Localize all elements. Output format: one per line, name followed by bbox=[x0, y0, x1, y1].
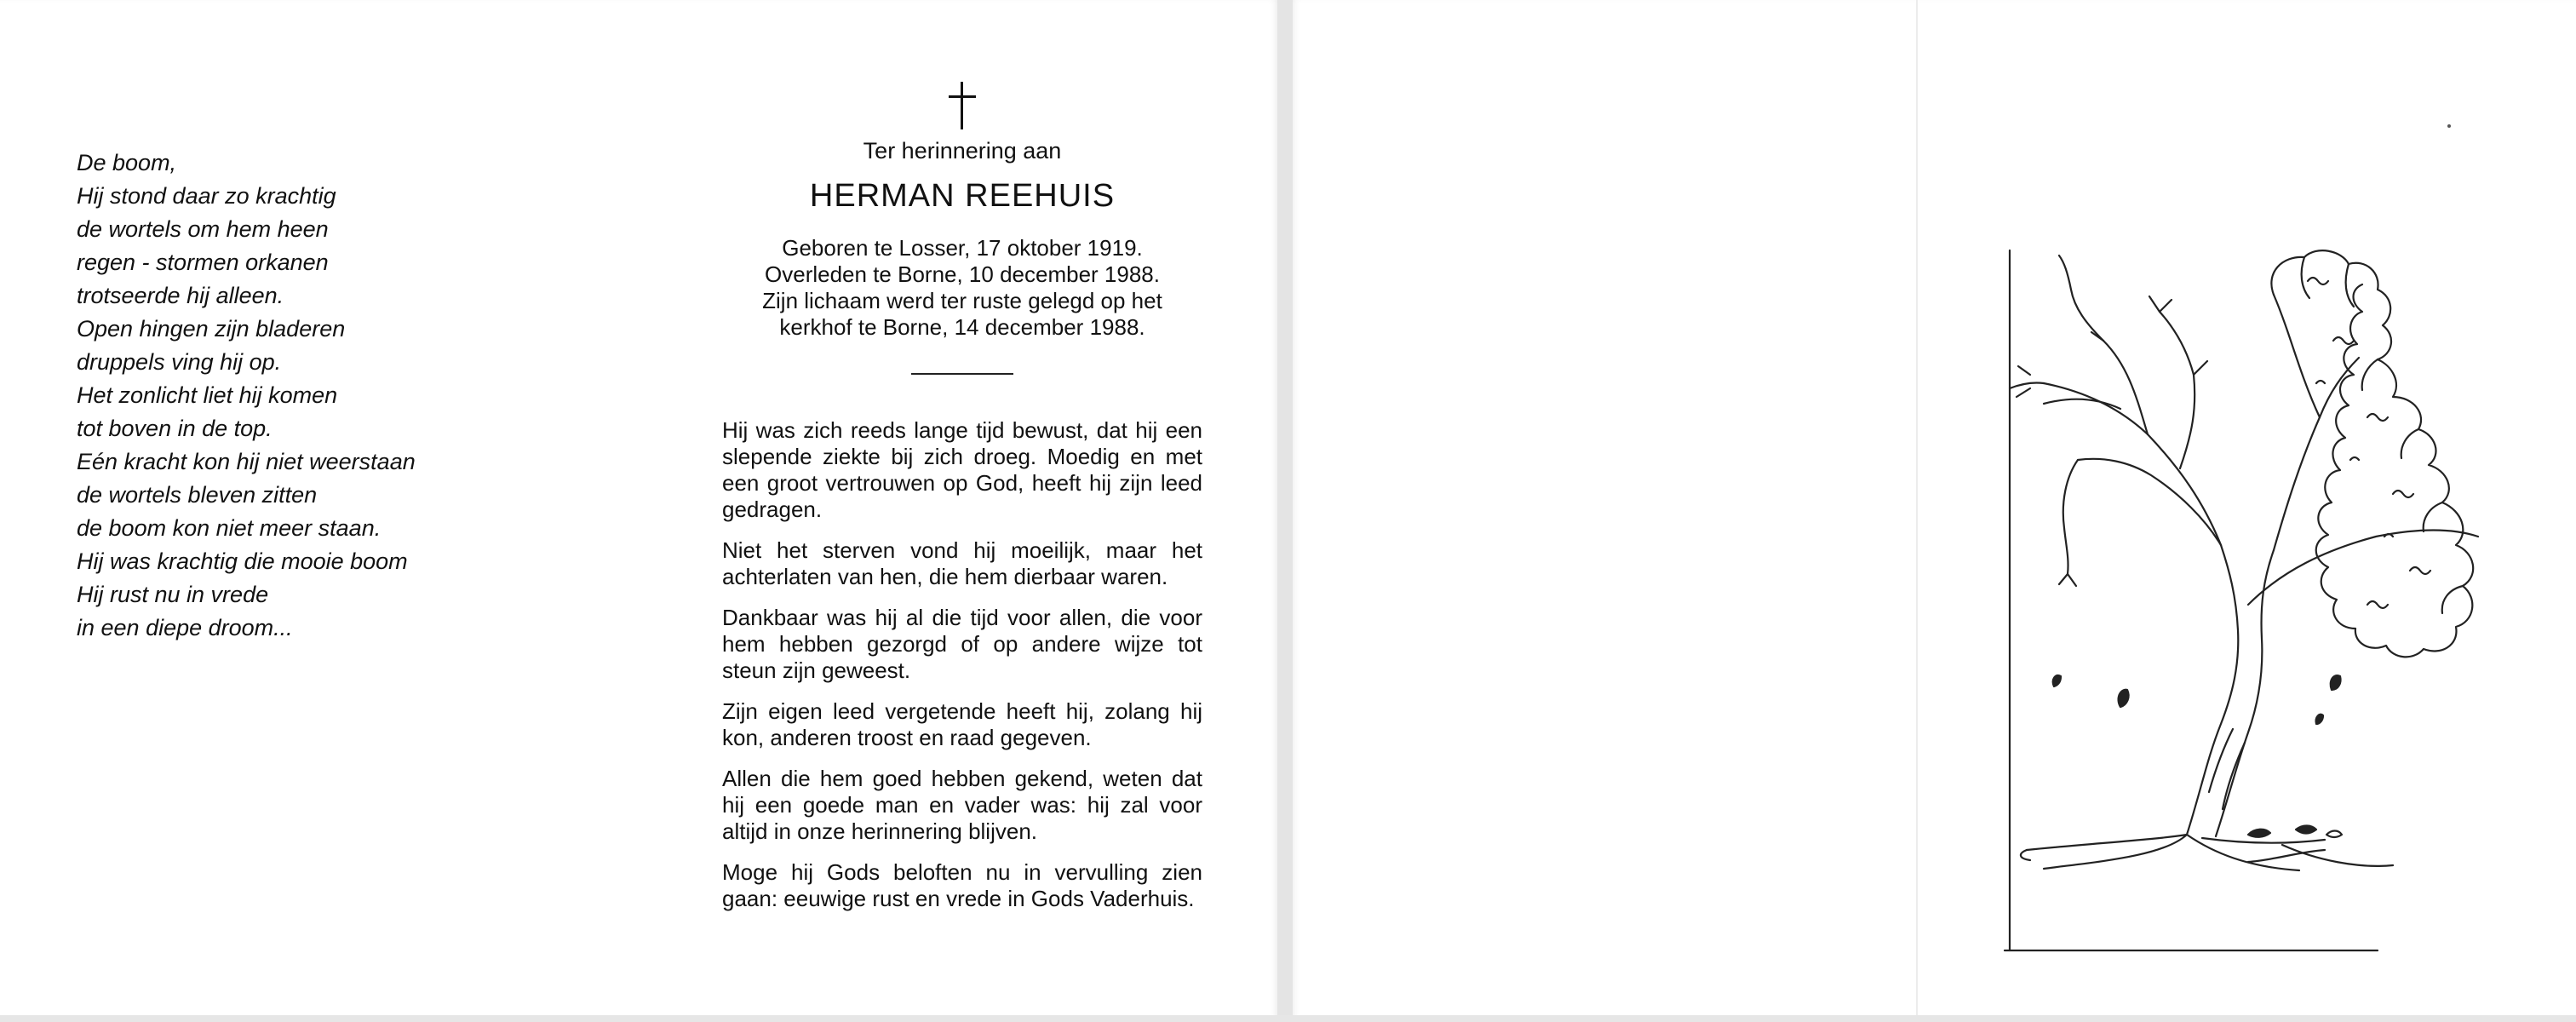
poem-line: de wortels bleven zitten bbox=[77, 482, 318, 508]
poem-line: de boom kon niet meer staan. bbox=[77, 515, 382, 541]
page-gap bbox=[1277, 0, 1293, 1022]
poem-line: De boom, bbox=[77, 150, 177, 175]
poem-line: Hij was krachtig die mooie boom bbox=[77, 548, 408, 574]
intro-text: Ter herinnering aan bbox=[863, 138, 1062, 164]
paper-speck bbox=[2447, 124, 2451, 128]
paragraph: Moge hij Gods beloften nu in vervulling zien gaan: eeuwige rust en vrede in Gods Vaderhuis. bbox=[722, 859, 1202, 911]
tree-icon bbox=[1993, 247, 2521, 962]
date-line: kerkhof te Borne, 14 december 1988. bbox=[779, 314, 1145, 340]
poem-line: Open hingen zijn bladeren bbox=[77, 316, 346, 342]
paragraph: Niet het sterven vond hij moeilijk, maar het achterlaten van hen, die hem dierbaar waren. bbox=[722, 537, 1202, 589]
paragraph: Hij was zich reeds lange tijd bewust, dat hij een slepende ziekte bij zich droeg. Moedig en met een groot vertrouwen op God, heeft hij zijn leed gedragen. bbox=[722, 417, 1202, 522]
poem bbox=[77, 146, 554, 645]
date-line: Zijn lichaam werd ter ruste gelegd op het bbox=[762, 288, 1162, 313]
cross-icon bbox=[945, 82, 979, 129]
poem-line: in een diepe droom... bbox=[77, 615, 293, 640]
memorial-text bbox=[722, 82, 1202, 949]
poem-line: regen - stormen orkanen bbox=[77, 250, 329, 275]
poem-line: trotseerde hij alleen. bbox=[77, 283, 284, 308]
poem-line: Hij rust nu in vrede bbox=[77, 582, 269, 607]
poem-line: Het zonlicht liet hij komen bbox=[77, 382, 338, 408]
scan-edge bbox=[0, 1015, 2576, 1022]
date-line: Overleden te Borne, 10 december 1988. bbox=[765, 261, 1160, 287]
left-page bbox=[0, 0, 1277, 1022]
deceased-name: HERMAN REEHUIS bbox=[809, 178, 1116, 214]
fold-line bbox=[1916, 0, 1918, 1022]
poem-line: Hij stond daar zo krachtig bbox=[77, 183, 336, 209]
paragraph: Allen die hem goed hebben gekend, weten dat hij een goede man en vader was: hij zal voor altijd in onze herinnering blijven. bbox=[722, 766, 1202, 844]
paragraph: Dankbaar was hij al die tijd voor allen, die voor hem hebben gezorgd of op andere wijze tot steun zijn geweest. bbox=[722, 605, 1202, 683]
poem-line: tot boven in de top. bbox=[77, 416, 273, 441]
date-line: Geboren te Losser, 17 oktober 1919. bbox=[782, 235, 1143, 261]
memorial-body bbox=[722, 417, 1202, 949]
poem-line: de wortels om hem heen bbox=[77, 216, 329, 242]
poem-line: Eén kracht kon hij niet weerstaan bbox=[77, 449, 416, 474]
poem-line: druppels ving hij op. bbox=[77, 349, 282, 375]
divider bbox=[911, 373, 1013, 375]
paragraph: Zijn eigen leed vergetende heeft hij, zolang hij kon, anderen troost en raad gegeven. bbox=[722, 698, 1202, 750]
life-dates bbox=[722, 235, 1202, 341]
